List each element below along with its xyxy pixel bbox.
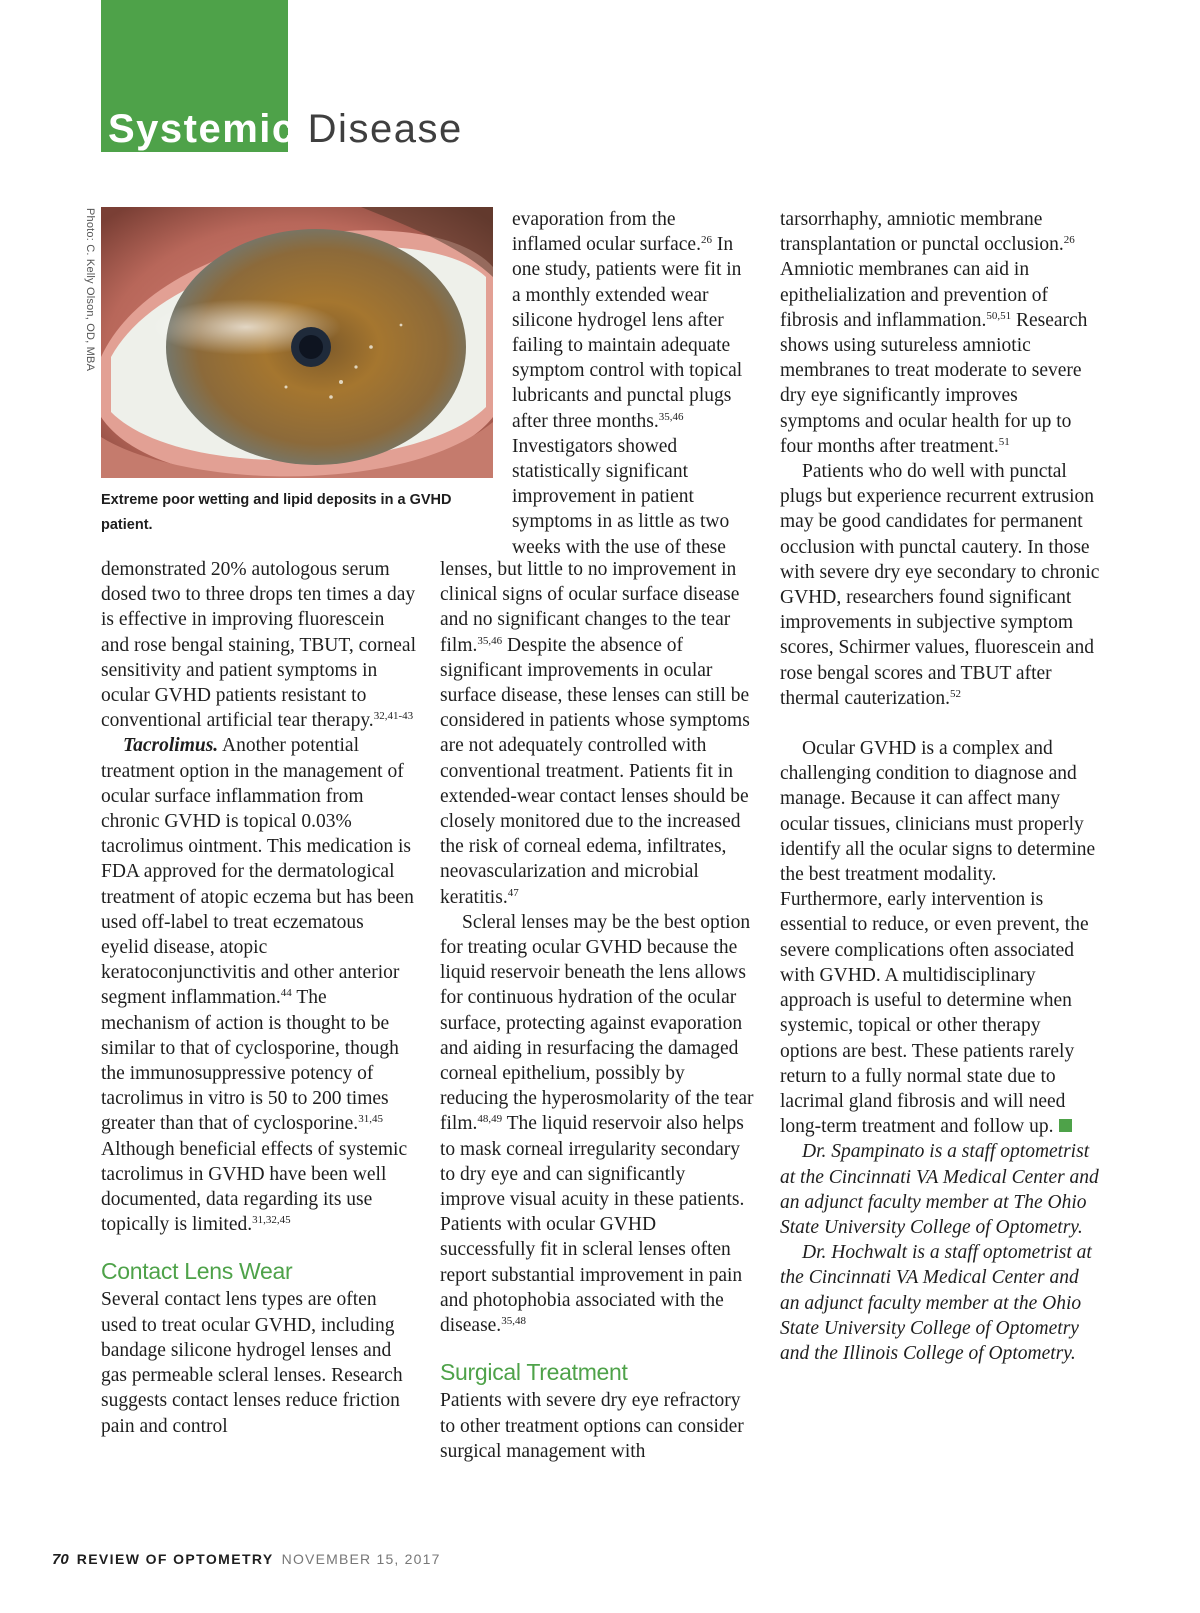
reference-superscript: 35,46 [658,410,684,423]
column-1 [101,557,416,1439]
publication-name: REVIEW OF OPTOMETRY [76,1551,274,1567]
reference-superscript: 35,46 [477,634,503,647]
paragraph-surgical: Patients with severe dry eye refractory to other treatment options can consider surgical management with [440,1390,744,1462]
reference-superscript: 32,41-43 [373,710,414,723]
paragraph-text: The liquid reservoir also helps to mask corneal irregularity secondary to dry eye and can significantly improve visual acuity in these patients. Patients with ocular GVHD successfully fit in scleral lenses often report substantial improvement in pain and photophobia associated with the disease. [440,1113,745,1337]
reference-superscript: 44 [280,987,292,1000]
section-heading [108,106,463,152]
author-bio-text: Dr. Hochwalt is a staff optometrist at the Cincinnati VA Medical Center and an adjunct faculty member at the Ohio State University College of Optometry and the Illinois College of Optometry. [780,1242,1092,1364]
paragraph-serum [101,557,416,733]
paragraph-tacrolimus [101,733,416,1237]
paragraph-text: Another potential treatment option in the management of ocular surface inflammation from chronic GVHD is topical 0.03% tacrolimus ointment. This medication is FDA approved for the dermatological treatment of atopic eczema but has been used off-label to treat eczematous eyelid disease, atopic keratoconjunctivitis and other anterior segment inflammation. [101,735,414,1009]
paragraph-text: In one study, patients were fit in a monthly extended wear silicone hydrogel lens after failing to maintain adequate symptom control with topical lubricants and punctal plugs after three months. [512,234,743,432]
paragraph-text: Research shows using sutureless amniotic membranes to treat moderate to severe dry eye significantly improves symptoms and ocular health for up to four months after treatment. [780,309,1088,457]
section-heading-strong: Systemic [108,107,296,151]
reference-superscript: 31,45 [358,1113,383,1126]
paragraph-text: evaporation from the inflamed ocular surface. [512,209,701,256]
paragraph-amniotic [780,207,1100,459]
column-2 [440,557,755,1464]
run-in-heading-tacrolimus: Tacrolimus. [123,735,219,757]
subheading-contact-lens-wear: Contact Lens Wear [101,1258,293,1285]
reference-superscript: 26 [1063,234,1075,247]
page-footer [52,1550,441,1569]
page-number: 70 [52,1551,69,1568]
paragraph-text: Ocular GVHD is a complex and challenging condition to diagnose and manage. Because it can affect many ocular tissues, clinicians must properly identify all the ocular signs to determine the best treatment modality. Furthermore, early intervention is essential to reduce, or even prevent, the severe complications often associated with GVHD. A multidisciplinary approach is useful to determine when systemic, topical or other therapy options are best. These patients rarely return to a fully normal state due to lacrimal gland fibrosis and will need long-term treatment and follow up. [780,738,1096,1138]
reference-superscript: 35,48 [501,1315,526,1328]
author-bio-spampinato [780,1139,1100,1240]
figure-caption: Extreme poor wetting and lipid deposits in a GVHD patient. [101,492,452,533]
paragraph-serum-text: demonstrated 20% autologous serum dosed two to three drops ten times a day is effective in improving fluorescein and rose bengal staining, TBUT, corneal sensitivity and patient symptoms in ocular GVHD patients resistant to conventional artificial tear therapy. [101,559,416,732]
paragraph-conclusion [780,736,1100,1139]
reference-superscript: 51 [998,435,1010,448]
eye-photo [101,207,493,478]
paragraph-text: tarsorrhaphy, amniotic membrane transplantation or punctal occlusion. [780,209,1064,256]
paragraph-text: Scleral lenses may be the best option for treating ocular GVHD because the liquid reservoir beneath the lens allows for continuous hydration of the ocular surface, protecting against evaporation and aiding in resurfacing the damaged corneal epithelium, possibly by reducing the hyperosmolarity of the tear film. [440,911,754,1135]
end-of-article-mark [1059,1119,1072,1132]
paragraph-extended-wear [512,207,747,560]
issue-date: NOVEMBER 15, 2017 [281,1551,441,1567]
author-bio-hochwalt [780,1240,1100,1366]
paragraph-text: lenses, but little to no improvement in clinical signs of ocular surface disease and no significant changes to the tear film. [440,559,740,656]
paragraph-scleral-lenses [440,910,755,1338]
reference-superscript: 47 [507,886,519,899]
section-heading-light: Disease [307,107,463,151]
reference-superscript: 52 [950,687,961,700]
reference-superscript: 26 [700,234,712,247]
paragraph-text: Patients who do well with punctal plugs but experience recurrent extrusion may be good candidates for permanent occlusion with punctal cautery. In those with severe dry eye secondary to chronic GVHD, researchers found significant improvements in subjective symptom scores, Schirmer values, fluorescein and rose bengal scores and TBUT after thermal cauterization. [780,461,1100,709]
column-2-top [512,207,747,560]
paragraph-text: Despite the absence of significant improvements in ocular surface disease, these lenses can still be considered in patients whose symptoms are not adequately controlled with conventional treatment. Patients fit in extended-wear contact lenses should be closely monitored due to the increased the risk of corneal edema, infiltrates, neovascularization and microbial keratitis. [440,634,750,908]
paragraph-lenses-outcome [440,557,755,910]
column-3 [780,207,1100,1366]
reference-superscript: 48,49 [477,1113,503,1126]
author-bio-text: Dr. Spampinato is a staff optometrist at the Cincinnati VA Medical Center and an adjunct faculty member at The Ohio State University College of Optometry. [780,1141,1099,1238]
paragraph-text: Amniotic membranes can aid in epithelialization and prevention of fibrosis and inflammation. [780,259,1049,331]
subheading-surgical-treatment: Surgical Treatment [440,1359,628,1386]
paragraph-text: Investigators showed statistically significant improvement in patient symptoms in as little as two weeks with the use of these [512,435,730,558]
paragraph-text: The mechanism of action is thought to be similar to that of cyclosporine, though the immunosuppressive potency of tacrolimus in vitro is 50 to 200 times greater than that of cyclosporine. [101,987,399,1135]
paragraph-text: Although beneficial effects of systemic tacrolimus in GVHD have been well documented, data regarding its use topically is limited. [101,1138,408,1236]
paragraph-contact-lens: Several contact lens types are often used to treat ocular GVHD, including bandage silicone hydrogel lenses and gas permeable scleral lenses. Research suggests contact lenses reduce friction pain and control [101,1289,403,1437]
reference-superscript: 50,51 [986,309,1012,322]
reference-superscript: 31,32,45 [252,1214,291,1227]
paragraph-punctal-cautery [780,459,1100,711]
eye-photo-illustration [101,207,493,478]
photo-credit: Photo: C. Kelly Olson, OD, MBA [84,208,96,372]
